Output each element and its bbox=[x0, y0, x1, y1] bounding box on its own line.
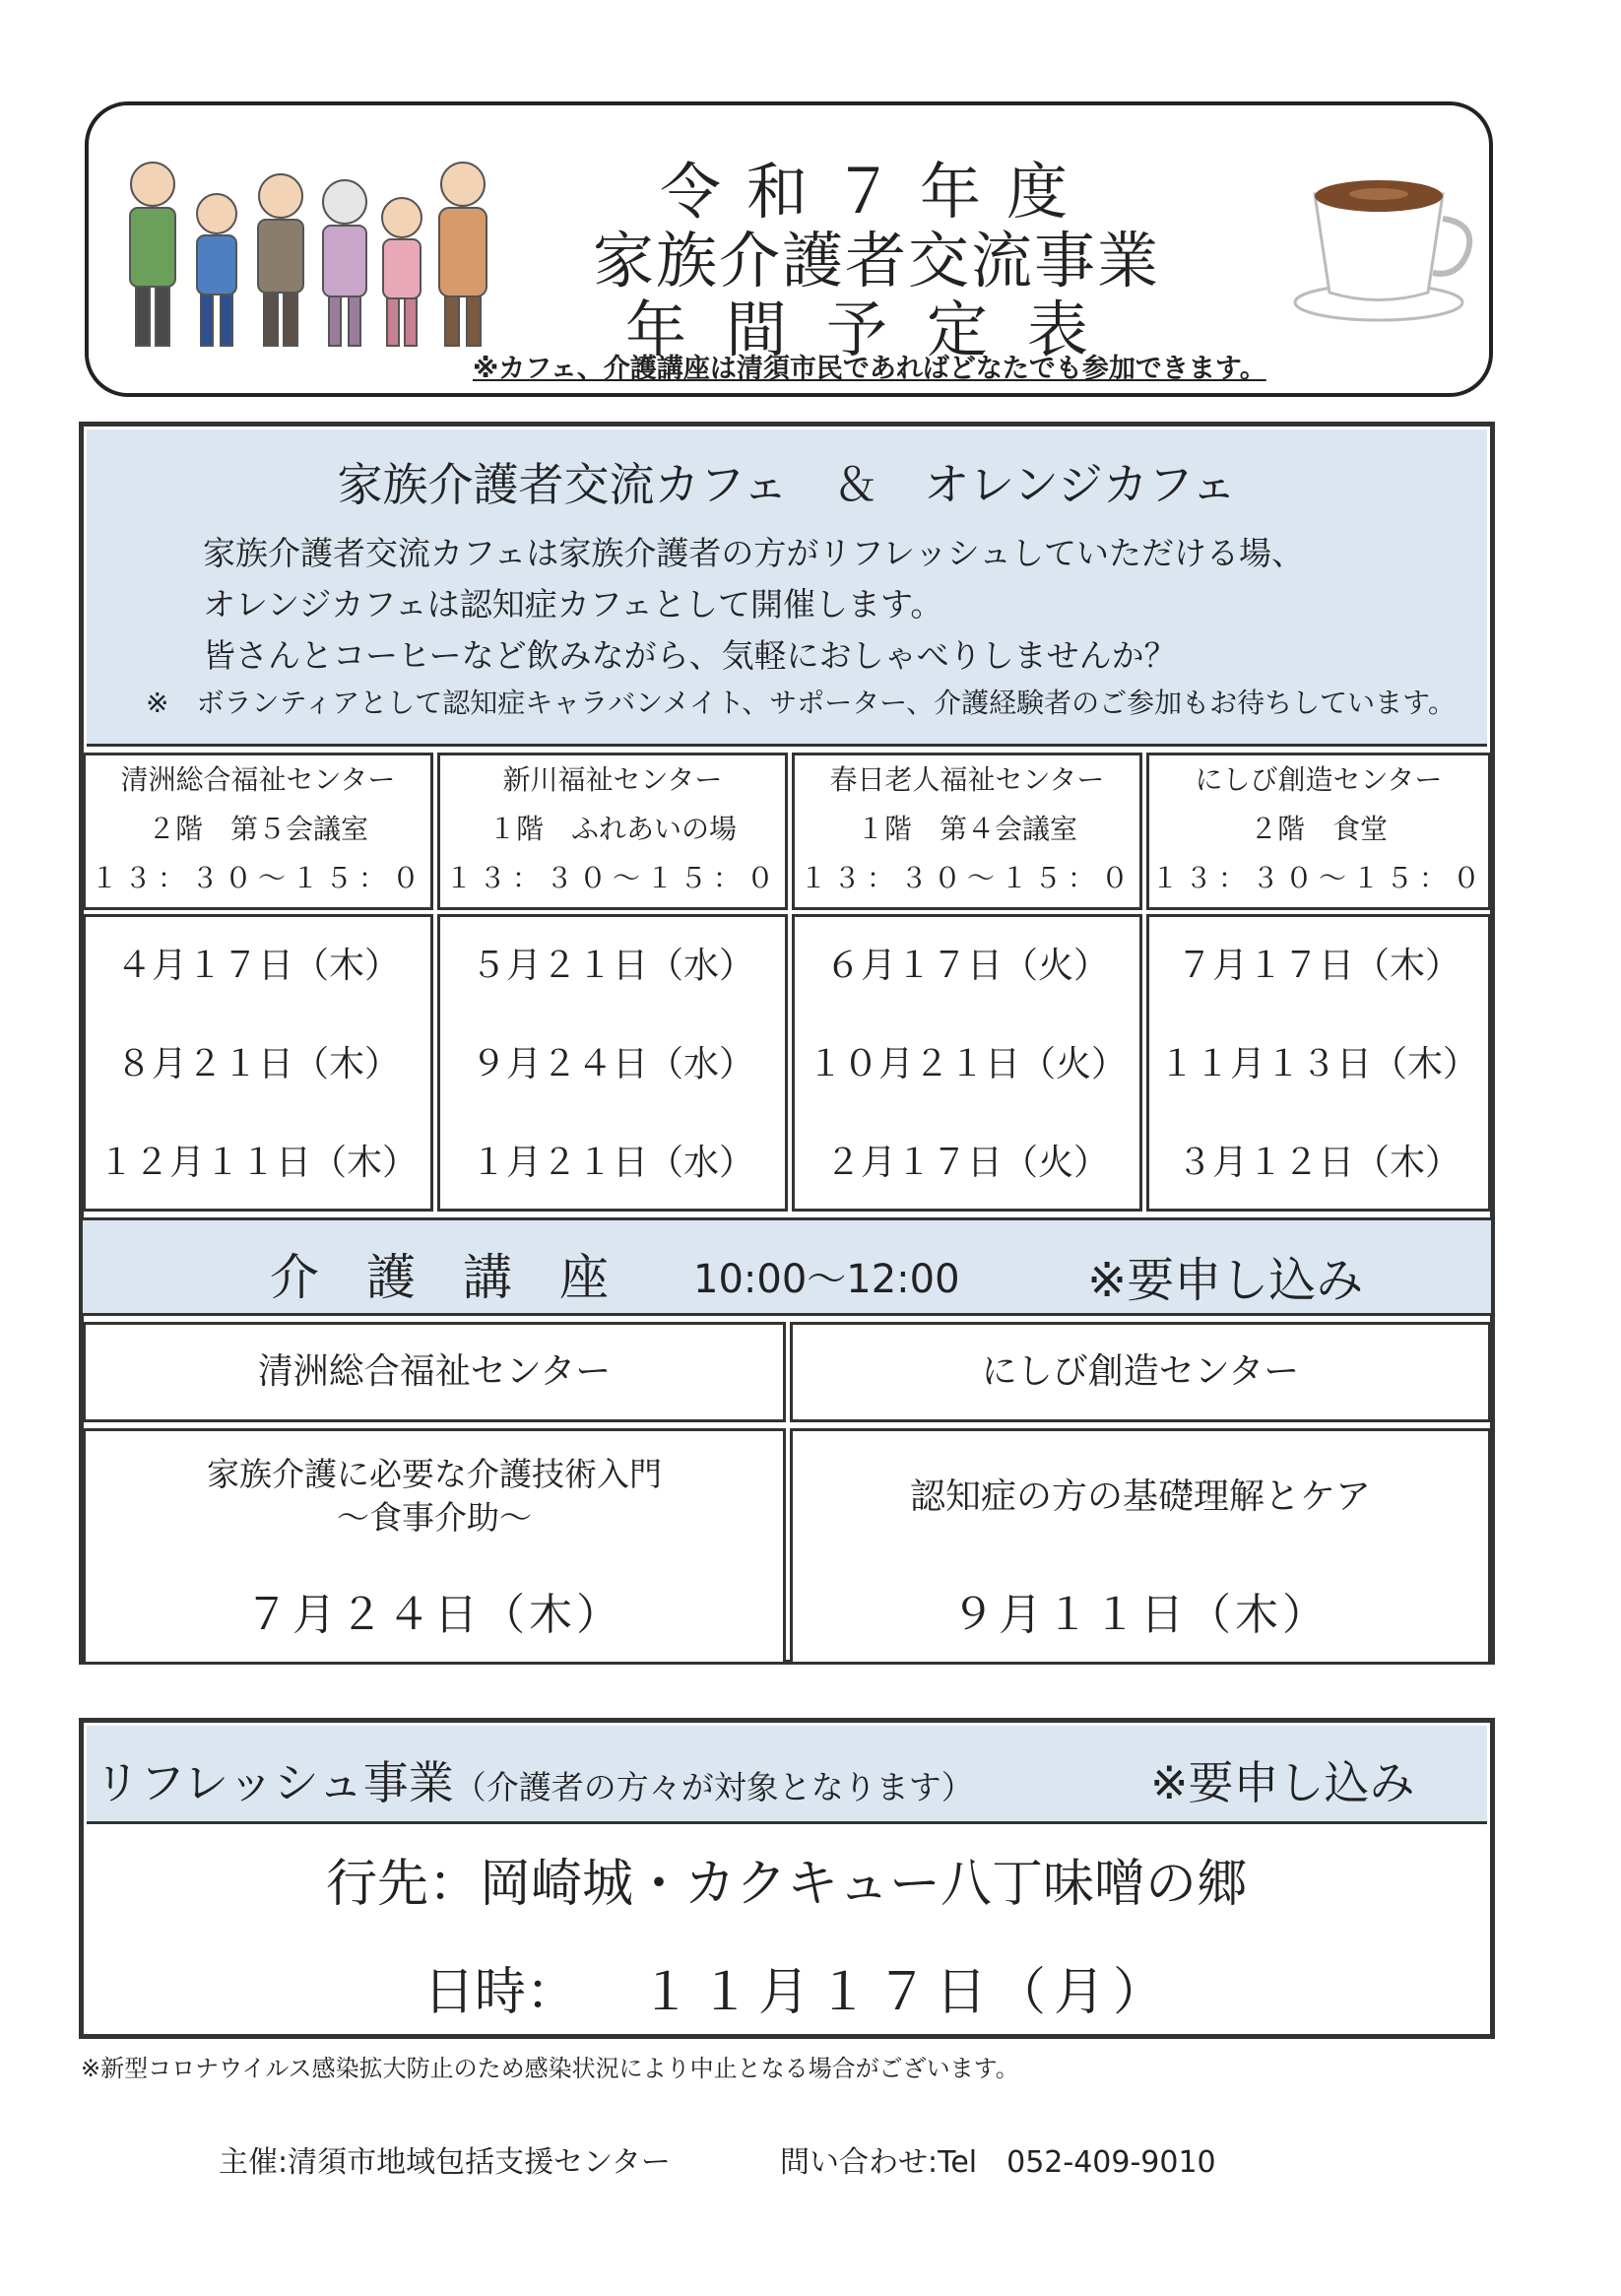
venue-room: ２階 食堂 bbox=[1249, 813, 1388, 845]
venue-name: 清洲総合福祉センター bbox=[120, 763, 396, 796]
cafe-description-1: 家族介護者交流カフェは家族介護者の方がリフレッシュしていただける場、 bbox=[203, 534, 1305, 572]
refresh-date-label: 日時： bbox=[423, 1963, 578, 2022]
venue-room: １階 ふれあいの場 bbox=[487, 813, 737, 845]
venue-name: 春日老人福祉センター bbox=[829, 763, 1105, 796]
header-note: ※カフェ、介護講座は清須市民であればどなたでも参加できます。 bbox=[473, 354, 1266, 384]
lecture-header bbox=[83, 1217, 1491, 1316]
refresh-date: １１月１７日（月） bbox=[640, 1963, 1173, 2022]
refresh-title-text: リフレッシュ事業 bbox=[95, 1756, 454, 1809]
date-item: ３月１２日（木） bbox=[1176, 1143, 1460, 1183]
venue-cell-kasuga bbox=[792, 753, 1142, 910]
footer-contact: 問い合わせ:Tel 052-409-9010 bbox=[780, 2145, 1216, 2180]
lecture-venue-nishibi: にしび創造センター bbox=[790, 1322, 1491, 1422]
date-item: ７月１７日（木） bbox=[1176, 946, 1460, 986]
refresh-requirement: ※要申し込み bbox=[1150, 1756, 1415, 1809]
venue-name: にしび創造センター bbox=[1195, 763, 1443, 796]
date-item: １１月１３日（木） bbox=[1158, 1044, 1478, 1084]
venue-cell-shinkawa bbox=[437, 753, 788, 910]
lecture-topic-sub: ～食事介助～ bbox=[337, 1498, 532, 1537]
lecture-body-kiyosu bbox=[83, 1428, 786, 1665]
venue-time: １３：３０～１５：０ bbox=[1150, 862, 1486, 894]
dates-cell-nishibi bbox=[1146, 914, 1491, 1212]
title-line-2: 家族介護者交流事業 bbox=[592, 225, 1160, 296]
date-item: ４月１７日（木） bbox=[115, 946, 400, 986]
cafe-note: ※ ボランティアとして認知症キャラバンメイト、サポーター、介護経験者のご参加もお待ちしています。 bbox=[146, 687, 1456, 719]
date-item: １２月１１日（木） bbox=[97, 1143, 418, 1183]
venue-cell-nishibi bbox=[1146, 753, 1491, 910]
cafe-description-2: オレンジカフェは認知症カフェとして開催します。 bbox=[203, 585, 943, 623]
venue-time: １３：３０～１５：０ bbox=[90, 862, 425, 894]
cafe-description-3: 皆さんとコーヒーなど飲みながら、気軽におしゃべりしませんか？ bbox=[203, 636, 1177, 675]
date-item: １０月２１日（火） bbox=[807, 1044, 1127, 1084]
venue-room: １階 第４会議室 bbox=[856, 813, 1077, 845]
lecture-date: ７月２４日（木） bbox=[245, 1590, 623, 1640]
date-item: ８月２１日（木） bbox=[115, 1044, 400, 1084]
venue-name: 新川福祉センター bbox=[502, 763, 723, 796]
date-item: ５月２１日（水） bbox=[470, 946, 754, 986]
header-box bbox=[85, 101, 1493, 397]
refresh-header bbox=[87, 1726, 1487, 1824]
dates-cell-kasuga bbox=[792, 914, 1142, 1212]
lecture-body-nishibi bbox=[790, 1428, 1491, 1665]
corona-note: ※新型コロナウイルス感染拡大防止のため感染状況により中止となる場合がございます。 bbox=[81, 2055, 1019, 2082]
footer-organizer: 主催:清須市地域包括支援センター bbox=[219, 2145, 671, 2180]
lecture-time: 10:00～12:00 bbox=[693, 1257, 960, 1302]
refresh-subtitle: （介護者の方々が対象となります） bbox=[453, 1768, 974, 1806]
lecture-topic: 認知症の方の基礎理解とケア bbox=[909, 1476, 1371, 1517]
dates-cell-kiyosu bbox=[83, 914, 433, 1212]
family-icon bbox=[108, 145, 522, 361]
date-item: ２月１７日（火） bbox=[824, 1143, 1109, 1183]
lecture-venue-kiyosu: 清洲総合福祉センター bbox=[83, 1322, 786, 1422]
coffee-cup-icon bbox=[1290, 164, 1477, 332]
venue-time: １３：３０～１５：０ bbox=[444, 862, 780, 894]
date-item: ９月２４日（水） bbox=[470, 1044, 754, 1084]
lecture-requirement: ※要申し込み bbox=[1087, 1253, 1364, 1308]
lecture-topic: 家族介護に必要な介護技術入門 bbox=[207, 1455, 662, 1493]
lecture-title: 介護講座 bbox=[270, 1249, 656, 1306]
cafe-header bbox=[87, 429, 1487, 747]
date-item: １月２１日（水） bbox=[470, 1143, 754, 1183]
refresh-title bbox=[95, 1747, 974, 1812]
dates-cell-shinkawa bbox=[437, 914, 788, 1212]
lecture-date: ９月１１日（木） bbox=[951, 1590, 1329, 1640]
refresh-destination: 行先：岡崎城・カクキュー八丁味噌の郷 bbox=[325, 1855, 1248, 1914]
venue-time: １３：３０～１５：０ bbox=[799, 862, 1135, 894]
cafe-title: 家族介護者交流カフェ ＆ オレンジカフェ bbox=[337, 458, 1237, 511]
title-line-3: 年間予定表 bbox=[624, 294, 1128, 365]
venue-room: ２階 第５会議室 bbox=[147, 813, 368, 845]
date-item: ６月１７日（火） bbox=[824, 946, 1109, 986]
venue-cell-kiyosu bbox=[83, 753, 433, 910]
title-line-1: 令和７年度 bbox=[659, 156, 1093, 228]
